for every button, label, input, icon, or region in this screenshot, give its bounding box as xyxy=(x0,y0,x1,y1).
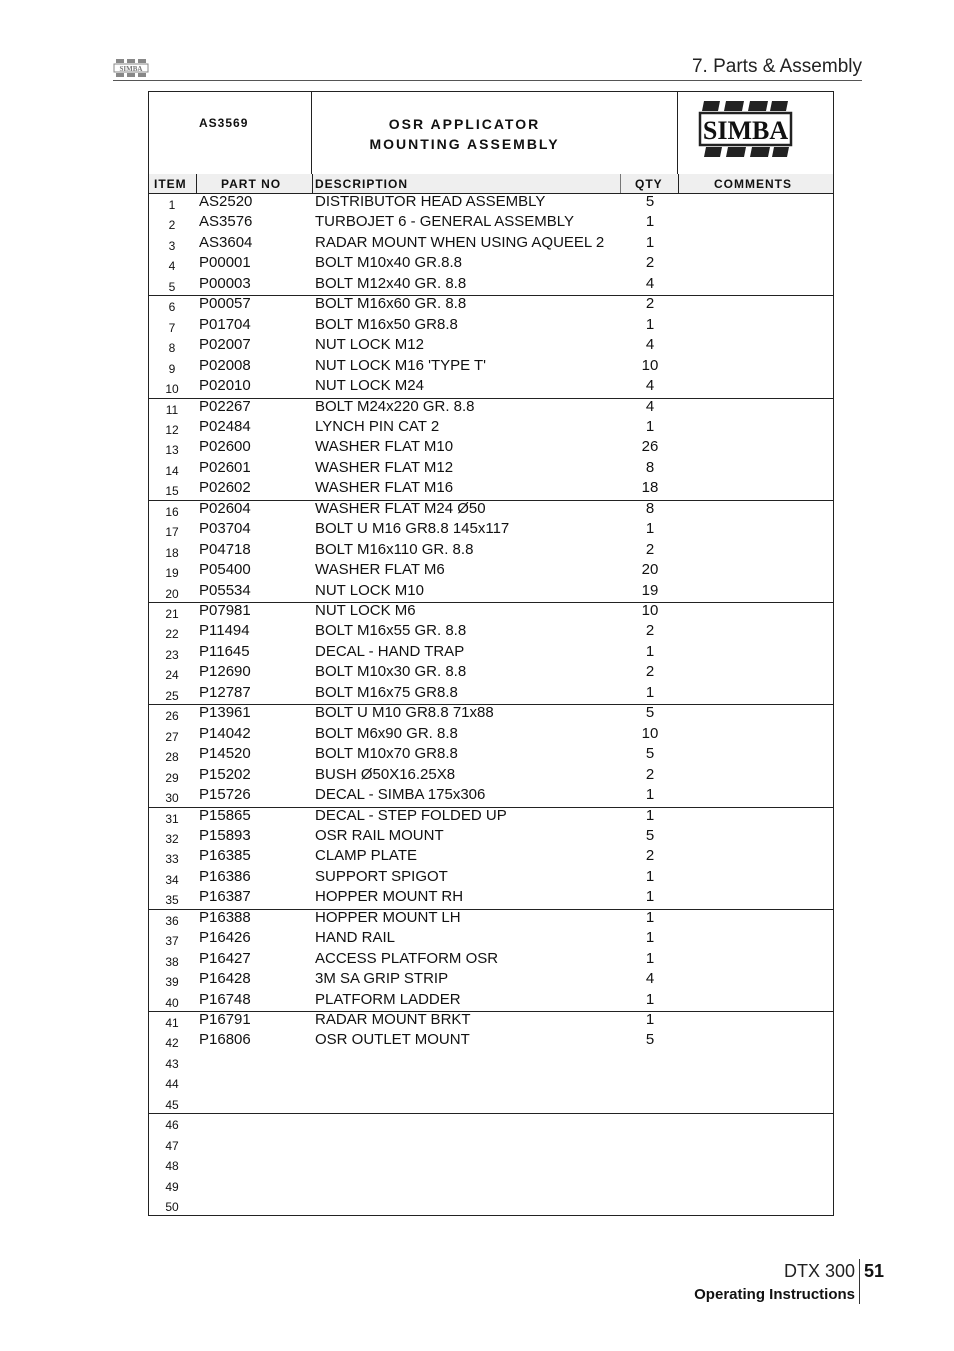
row-item: 42 xyxy=(165,1036,179,1051)
row-description: ACCESS PLATFORM OSR xyxy=(315,949,499,967)
row-qty: 1 xyxy=(645,990,655,1008)
table-row xyxy=(149,459,833,479)
row-description: NUT LOCK M10 xyxy=(315,581,424,599)
row-part-no: P07981 xyxy=(199,602,251,619)
table-row xyxy=(149,479,833,499)
table-row xyxy=(149,316,833,336)
row-qty: 1 xyxy=(645,213,655,231)
row-item: 33 xyxy=(165,852,179,867)
row-qty: 10 xyxy=(641,724,659,742)
row-part-no: P16806 xyxy=(199,1031,251,1049)
row-description: BOLT M24x220 GR. 8.8 xyxy=(315,397,475,415)
svg-text:SIMBA: SIMBA xyxy=(119,65,143,73)
group-separator xyxy=(149,704,833,705)
col-description: DESCRIPTION xyxy=(315,177,409,191)
page-number: 51 xyxy=(864,1261,885,1281)
table-row xyxy=(149,1031,833,1051)
table-row xyxy=(149,1175,833,1195)
row-qty: 1 xyxy=(645,520,655,538)
row-part-no: P03704 xyxy=(199,520,251,538)
table-row xyxy=(149,684,833,704)
table-row xyxy=(149,418,833,438)
row-qty: 2 xyxy=(645,622,655,640)
row-description: BOLT M10x70 GR8.8 xyxy=(315,745,458,763)
row-part-no: P14520 xyxy=(199,745,251,763)
table-row xyxy=(149,1113,833,1133)
table-row xyxy=(149,929,833,949)
row-description: DECAL - STEP FOLDED UP xyxy=(315,806,507,824)
row-item: 35 xyxy=(165,893,179,908)
row-qty: 1 xyxy=(645,888,655,906)
col-item: ITEM xyxy=(154,177,187,191)
row-qty: 2 xyxy=(645,663,655,681)
table-row xyxy=(149,991,833,1011)
row-item: 14 xyxy=(165,463,179,478)
row-qty: 1 xyxy=(645,949,655,967)
row-qty: 4 xyxy=(645,397,655,415)
table-row xyxy=(149,1154,833,1174)
row-part-no: AS2520 xyxy=(199,193,253,210)
row-item: 43 xyxy=(165,1056,179,1071)
row-description: LYNCH PIN CAT 2 xyxy=(315,417,440,435)
row-description: WASHER FLAT M12 xyxy=(315,458,454,476)
table-row xyxy=(149,1052,833,1072)
table-row xyxy=(149,254,833,274)
row-part-no: P05534 xyxy=(199,581,251,599)
row-qty: 5 xyxy=(645,193,655,210)
table-row xyxy=(149,827,833,847)
row-item: 17 xyxy=(165,525,179,540)
group-separator xyxy=(149,807,833,808)
row-item: 5 xyxy=(168,279,176,294)
table-row xyxy=(149,377,833,397)
row-qty: 10 xyxy=(641,356,659,374)
col-divider xyxy=(678,174,679,193)
row-item: 50 xyxy=(165,1200,179,1215)
row-part-no: P16428 xyxy=(199,970,251,988)
row-qty: 8 xyxy=(645,458,655,476)
row-qty: 18 xyxy=(641,479,659,497)
row-item: 41 xyxy=(165,1016,179,1030)
row-description: BOLT M10x40 GR.8.8 xyxy=(315,254,463,272)
row-item: 23 xyxy=(165,647,179,662)
row-qty: 2 xyxy=(645,765,655,783)
row-qty: 8 xyxy=(645,499,655,517)
row-qty: 2 xyxy=(645,540,655,558)
row-qty: 2 xyxy=(645,847,655,865)
row-description: TURBOJET 6 - GENERAL ASSEMBLY xyxy=(315,213,574,231)
row-qty: 10 xyxy=(641,602,659,619)
row-part-no: P12787 xyxy=(199,683,251,701)
row-description: WASHER FLAT M24 Ø50 xyxy=(315,499,486,517)
row-part-no: P16388 xyxy=(199,908,251,926)
row-description: DECAL - SIMBA 175x306 xyxy=(315,786,486,804)
row-part-no: P02267 xyxy=(199,397,251,415)
table-row xyxy=(149,704,833,724)
table-row xyxy=(149,950,833,970)
table-row xyxy=(149,1195,833,1215)
row-item: 2 xyxy=(168,218,176,233)
row-part-no: P12690 xyxy=(199,663,251,681)
row-item: 12 xyxy=(165,422,179,437)
assembly-title-line1: OSR APPLICATOR xyxy=(388,116,541,132)
table-row xyxy=(149,398,833,418)
row-qty: 1 xyxy=(645,806,655,824)
row-description: BOLT U M16 GR8.8 145x117 xyxy=(315,520,510,538)
row-part-no: P11494 xyxy=(199,622,250,640)
row-description: SUPPORT SPIGOT xyxy=(315,867,448,885)
row-item: 49 xyxy=(165,1179,179,1194)
table-row xyxy=(149,193,833,213)
row-qty: 4 xyxy=(645,274,655,292)
row-item: 16 xyxy=(165,504,179,519)
table-row xyxy=(149,357,833,377)
table-row xyxy=(149,888,833,908)
section-title: 7. Parts & Assembly xyxy=(691,56,862,77)
table-row xyxy=(149,766,833,786)
row-part-no: AS3576 xyxy=(199,213,253,231)
table-row xyxy=(149,807,833,827)
row-part-no: P16386 xyxy=(199,867,251,885)
row-item: 8 xyxy=(168,341,176,356)
header-rule xyxy=(113,80,862,81)
row-item: 32 xyxy=(165,831,179,846)
row-item: 22 xyxy=(165,627,179,642)
simba-logo-icon xyxy=(113,58,149,78)
row-part-no: P16387 xyxy=(199,888,251,906)
row-qty: 1 xyxy=(645,908,655,926)
row-part-no: P02008 xyxy=(199,356,251,374)
table-row xyxy=(149,745,833,765)
row-description: NUT LOCK M12 xyxy=(315,336,424,354)
row-description: BOLT M16x60 GR. 8.8 xyxy=(315,295,467,313)
row-description: HAND RAIL xyxy=(315,929,396,947)
col-comments: COMMENTS xyxy=(714,177,792,191)
table-row xyxy=(149,1134,833,1154)
row-item: 1 xyxy=(168,198,176,212)
row-description: NUT LOCK M24 xyxy=(315,377,424,395)
row-item: 21 xyxy=(165,607,179,621)
footer-divider xyxy=(859,1259,860,1304)
row-description: OSR RAIL MOUNT xyxy=(315,826,444,844)
row-description: BOLT M16x110 GR. 8.8 xyxy=(315,540,474,558)
row-part-no: P00003 xyxy=(199,274,251,292)
row-qty: 5 xyxy=(645,826,655,844)
row-item: 36 xyxy=(165,913,179,928)
row-item: 27 xyxy=(165,729,179,744)
group-separator xyxy=(149,909,833,910)
row-part-no: P15865 xyxy=(199,806,251,824)
row-part-no: P01704 xyxy=(199,315,251,333)
row-item: 11 xyxy=(165,402,179,417)
row-qty: 1 xyxy=(645,417,655,435)
table-row xyxy=(149,725,833,745)
row-item: 39 xyxy=(165,975,179,990)
row-description: HOPPER MOUNT LH xyxy=(315,908,461,926)
table-row xyxy=(149,602,833,622)
row-description: BOLT M16x50 GR8.8 xyxy=(315,315,458,333)
row-item: 34 xyxy=(165,872,179,887)
row-description: WASHER FLAT M6 xyxy=(315,561,445,579)
row-item: 19 xyxy=(165,566,179,581)
table-row xyxy=(149,234,833,254)
row-part-no: P15202 xyxy=(199,765,251,783)
table-row xyxy=(149,541,833,561)
row-part-no: P16426 xyxy=(199,929,251,947)
row-item: 30 xyxy=(165,791,179,806)
row-qty: 1 xyxy=(645,642,655,660)
row-part-no: P16748 xyxy=(199,990,251,1008)
row-description: WASHER FLAT M16 xyxy=(315,479,454,497)
row-description: BOLT M12x40 GR. 8.8 xyxy=(315,274,467,292)
row-qty: 5 xyxy=(645,704,655,722)
table-row xyxy=(149,970,833,990)
row-description: HOPPER MOUNT RH xyxy=(315,888,464,906)
table-row xyxy=(149,520,833,540)
group-separator xyxy=(149,398,833,399)
row-item: 20 xyxy=(165,586,179,601)
assembly-number: AS3569 xyxy=(199,116,249,130)
table-row xyxy=(149,582,833,602)
row-description: RADAR MOUNT BRKT xyxy=(315,1011,471,1028)
group-separator xyxy=(149,1011,833,1012)
row-part-no: P02602 xyxy=(199,479,251,497)
row-part-no: P02601 xyxy=(199,458,251,476)
row-part-no: P16427 xyxy=(199,949,251,967)
row-part-no: P16385 xyxy=(199,847,251,865)
col-part-no: PART NO xyxy=(221,177,282,191)
table-row xyxy=(149,1093,833,1113)
row-qty: 4 xyxy=(645,377,655,395)
row-item: 26 xyxy=(165,709,179,724)
table-row xyxy=(149,438,833,458)
row-part-no: P11645 xyxy=(199,642,250,660)
row-item: 13 xyxy=(165,443,179,458)
row-qty: 1 xyxy=(645,929,655,947)
row-qty: 4 xyxy=(645,970,655,988)
row-qty: 1 xyxy=(645,683,655,701)
row-qty: 4 xyxy=(645,336,655,354)
assembly-title xyxy=(312,114,617,154)
row-item: 46 xyxy=(165,1118,179,1133)
row-description: NUT LOCK M16 'TYPE T' xyxy=(315,356,487,374)
table-row xyxy=(149,1011,833,1031)
model-name: DTX 300 xyxy=(783,1261,855,1281)
row-qty: 2 xyxy=(645,254,655,272)
row-description: NUT LOCK M6 xyxy=(315,602,416,619)
row-item: 18 xyxy=(165,545,179,560)
row-item: 47 xyxy=(165,1138,179,1153)
table-row xyxy=(149,909,833,929)
assembly-title-line2: MOUNTING ASSEMBLY xyxy=(369,136,560,152)
row-qty: 26 xyxy=(641,438,659,456)
col-qty: QTY xyxy=(635,177,663,191)
row-item: 29 xyxy=(165,770,179,785)
row-part-no: P02484 xyxy=(199,417,251,435)
row-part-no: P02604 xyxy=(199,499,251,517)
row-item: 31 xyxy=(165,811,179,826)
col-divider xyxy=(620,174,621,193)
row-item: 10 xyxy=(165,382,179,397)
table-row xyxy=(149,1072,833,1092)
row-description: DECAL - HAND TRAP xyxy=(315,642,465,660)
row-qty: 2 xyxy=(645,295,655,313)
row-item: 3 xyxy=(168,238,176,253)
document-subtitle: Operating Instructions xyxy=(694,1286,855,1303)
logo-text: SIMBA xyxy=(702,116,789,145)
table-row xyxy=(149,336,833,356)
row-item: 9 xyxy=(168,361,176,376)
table-row xyxy=(149,561,833,581)
table-row xyxy=(149,275,833,295)
row-description: CLAMP PLATE xyxy=(315,847,417,865)
group-separator xyxy=(149,602,833,603)
col-divider xyxy=(312,174,313,193)
table-row xyxy=(149,213,833,233)
table-row xyxy=(149,786,833,806)
group-separator xyxy=(149,500,833,501)
row-part-no: P15893 xyxy=(199,826,251,844)
table-row xyxy=(149,622,833,642)
col-divider xyxy=(196,174,197,193)
row-item: 38 xyxy=(165,954,179,969)
row-qty: 20 xyxy=(641,561,659,579)
row-description: OSR OUTLET MOUNT xyxy=(315,1031,470,1049)
row-item: 7 xyxy=(168,320,176,335)
row-qty: 5 xyxy=(645,745,655,763)
row-qty: 1 xyxy=(645,233,655,251)
row-part-no: AS3604 xyxy=(199,233,253,251)
simba-brand-logo xyxy=(698,99,793,161)
row-item: 48 xyxy=(165,1159,179,1174)
row-description: 3M SA GRIP STRIP xyxy=(315,970,449,988)
row-item: 40 xyxy=(165,995,179,1010)
table-row xyxy=(149,500,833,520)
row-part-no: P15726 xyxy=(199,786,251,804)
row-description: BOLT U M10 GR8.8 71x88 xyxy=(315,704,494,722)
row-description: BOLT M6x90 GR. 8.8 xyxy=(315,724,458,742)
row-item: 15 xyxy=(165,484,179,499)
row-description: PLATFORM LADDER xyxy=(315,990,461,1008)
table-row xyxy=(149,643,833,663)
row-item: 4 xyxy=(168,259,176,274)
row-description: WASHER FLAT M10 xyxy=(315,438,454,456)
table-row xyxy=(149,295,833,315)
row-item: 44 xyxy=(165,1077,179,1092)
row-description: DISTRIBUTOR HEAD ASSEMBLY xyxy=(315,193,546,210)
group-separator xyxy=(149,1113,833,1114)
row-qty: 1 xyxy=(645,786,655,804)
row-part-no: P05400 xyxy=(199,561,251,579)
row-item: 6 xyxy=(168,300,176,315)
column-headers xyxy=(149,174,833,194)
assembly-number-cell xyxy=(149,92,312,174)
row-item: 37 xyxy=(165,934,179,949)
table-row xyxy=(149,847,833,867)
row-qty: 1 xyxy=(645,1011,655,1028)
row-part-no: P00057 xyxy=(199,295,251,313)
row-part-no: P02600 xyxy=(199,438,251,456)
parts-sheet xyxy=(148,91,834,1216)
assembly-title-cell xyxy=(312,92,678,174)
row-item: 25 xyxy=(165,688,179,703)
row-item: 45 xyxy=(165,1097,179,1112)
row-description: RADAR MOUNT WHEN USING AQUEEL 2 xyxy=(315,233,605,251)
row-item: 28 xyxy=(165,750,179,765)
row-qty: 1 xyxy=(645,315,655,333)
row-part-no: P13961 xyxy=(199,704,251,722)
row-description: BOLT M10x30 GR. 8.8 xyxy=(315,663,467,681)
logo-cell xyxy=(678,92,833,174)
row-description: BUSH Ø50X16.25X8 xyxy=(315,765,456,783)
group-separator xyxy=(149,295,833,296)
row-part-no: P02007 xyxy=(199,336,251,354)
row-part-no: P00001 xyxy=(199,254,251,272)
row-part-no: P16791 xyxy=(199,1011,251,1028)
row-qty: 19 xyxy=(641,581,659,599)
sheet-header xyxy=(149,92,833,175)
row-description: BOLT M16x75 GR8.8 xyxy=(315,683,458,701)
row-part-no: P14042 xyxy=(199,724,251,742)
row-description: BOLT M16x55 GR. 8.8 xyxy=(315,622,467,640)
table-row xyxy=(149,868,833,888)
row-part-no: P02010 xyxy=(199,377,251,395)
row-qty: 5 xyxy=(645,1031,655,1049)
row-part-no: P04718 xyxy=(199,540,251,558)
table-row xyxy=(149,663,833,683)
row-qty: 1 xyxy=(645,867,655,885)
row-item: 24 xyxy=(165,668,179,683)
